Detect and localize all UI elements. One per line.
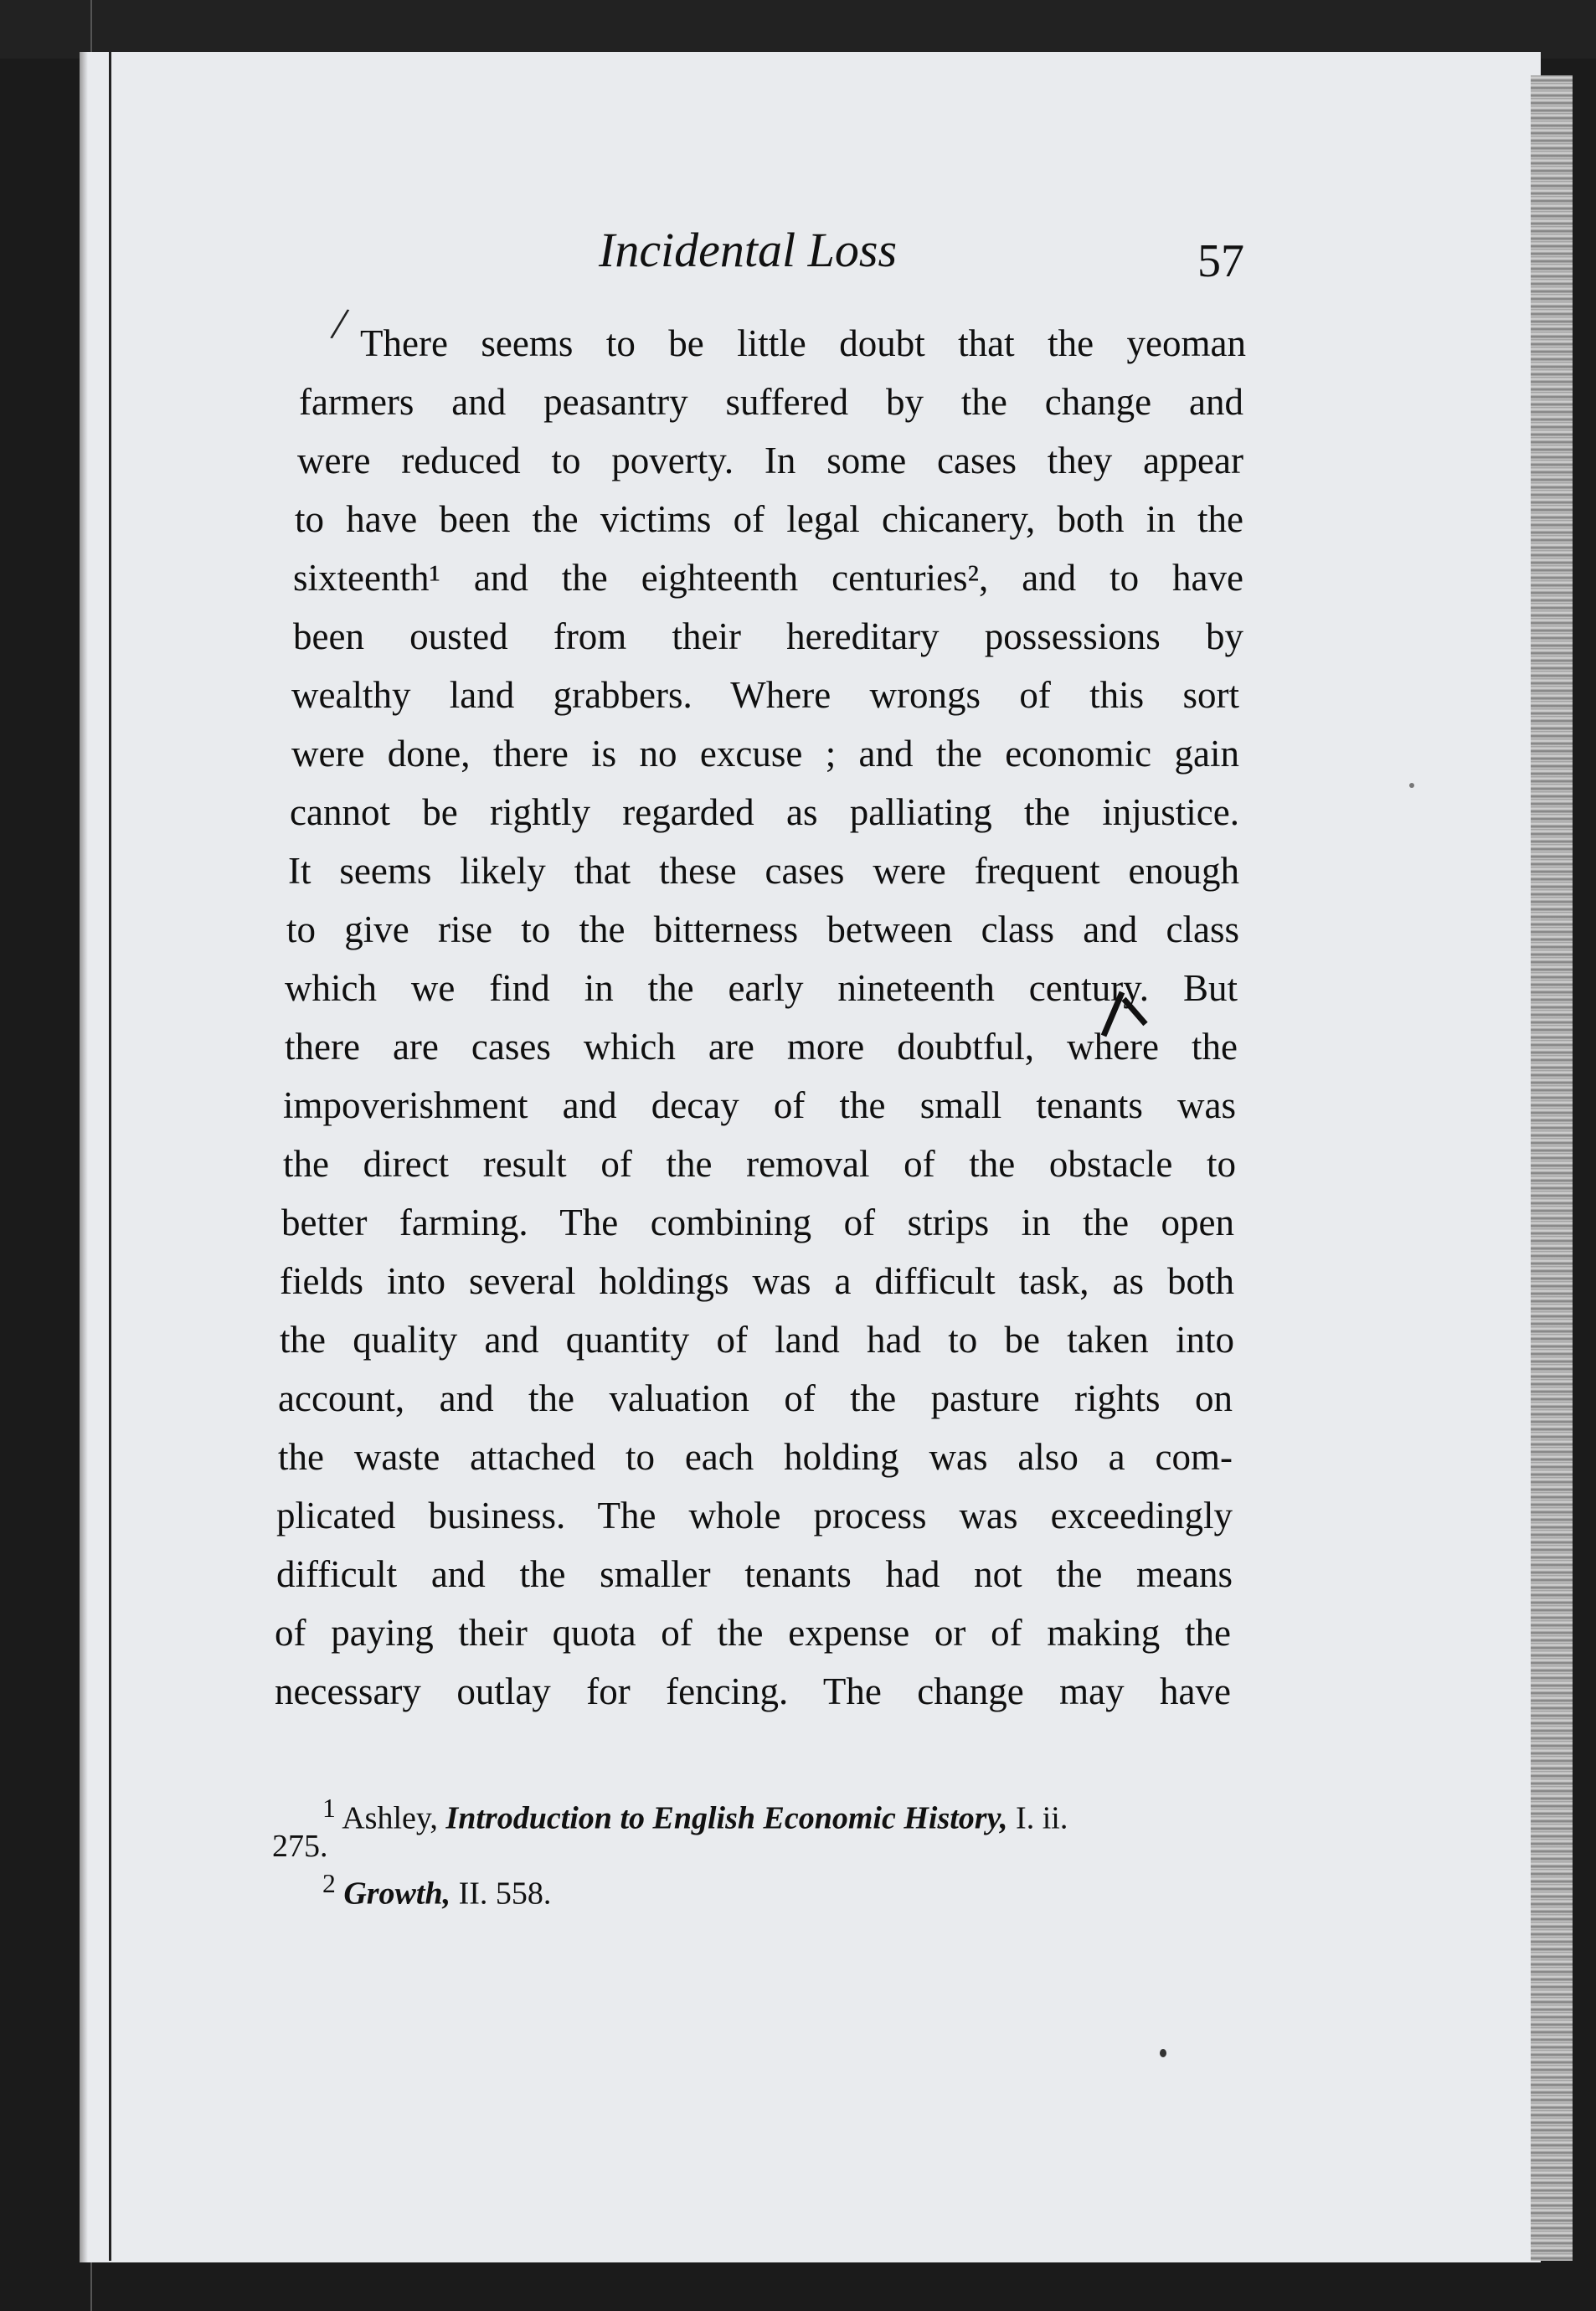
footnote-1-title: Introduction to English Economic History, [445,1800,1008,1836]
footnote-1-continuation: 275. [272,1829,328,1864]
text-line: farmers and peasantry suffered by the change and [299,381,1243,423]
running-head: Incidental Loss [599,223,898,277]
page-number: 57 [1197,235,1244,287]
text-line: plicated business. The whole process was exceedingly [276,1495,1233,1536]
text-line: cannot be rightly regarded as palliating the injustice. [290,791,1239,833]
text-line: sixteenth¹ and the eighteenth centuries², and to have [293,557,1243,599]
text-line: necessary outlay for fencing. The change may have [275,1670,1231,1712]
pencil-slash-mark: / [327,297,352,351]
text-line: were done, there is no excuse ; and the economic gain [291,733,1239,775]
text-line: the quality and quantity of land had to be taken into [280,1319,1234,1361]
footnote-1 [322,1788,1068,1840]
text-line: fields into several holdings was a difficult task, as both [280,1260,1234,1302]
scan-speck [1160,2049,1166,2057]
text-line: which we find in the early nineteenth century. But [285,967,1238,1009]
text-line: to have been the victims of legal chicanery, both in the [295,498,1243,540]
text-line: It seems likely that these cases were frequent enough [288,850,1239,892]
footnote-1-author: Ashley, [342,1800,438,1836]
footnote-1-marker: 1 [322,1794,336,1823]
text-line: were reduced to poverty. In some cases they appear [297,440,1243,481]
footnote-2-ref: II. 558. [458,1876,552,1912]
text-line: account, and the valuation of the pasture rights on [278,1377,1233,1419]
text-line: the direct result of the removal of the obstacle to [283,1143,1236,1185]
text-line: to give rise to the bitterness between class and class [286,908,1239,950]
footnote-2-title: Growth, [343,1876,451,1912]
scan-speck [1409,783,1414,788]
text-line: wealthy land grabbers. Where wrongs of this sort [291,674,1239,716]
text-line: there are cases which are more doubtful, where the [285,1026,1238,1068]
text-line: of paying their quota of the expense or of making the [275,1612,1231,1654]
text-line: the waste attached to each holding was also a com- [278,1436,1233,1478]
text-line: difficult and the smaller tenants had not the means [276,1553,1233,1595]
text-line: better farming. The combining of strips in the open [281,1202,1234,1243]
text-line: impoverishment and decay of the small tenants was [283,1084,1236,1126]
footnote-2-marker: 2 [322,1869,336,1898]
text-line: There seems to be little doubt that the yeoman [360,322,1246,364]
footnote-2 [322,1863,551,1915]
text-line: been ousted from their hereditary possessions by [293,615,1243,657]
footnote-1-ref: I. ii. [1016,1800,1068,1836]
